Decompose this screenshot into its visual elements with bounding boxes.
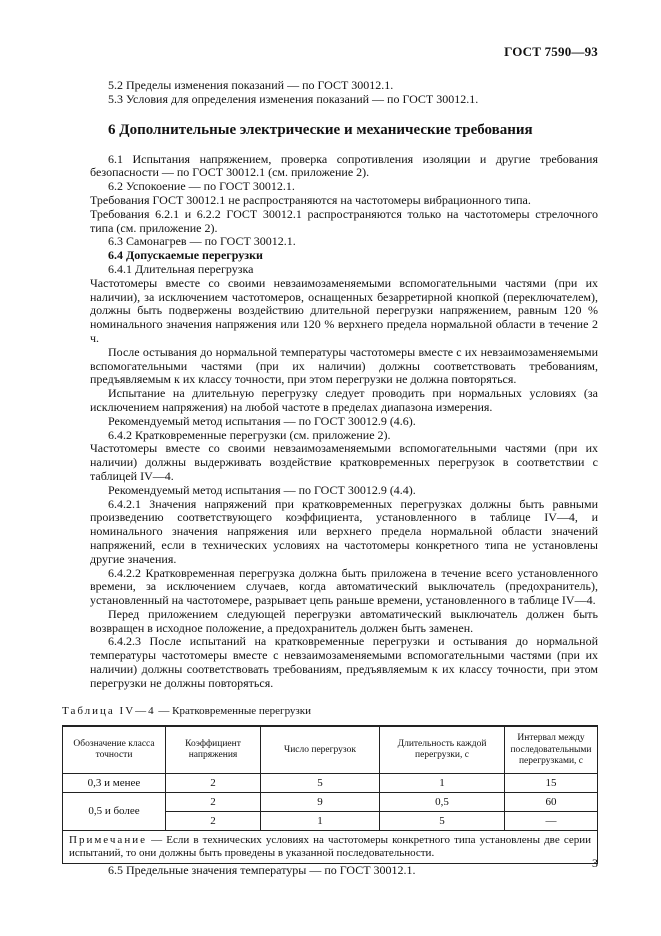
table-cell: 60	[505, 793, 598, 812]
paragraph: Частотомеры вместе со своими невзаимозаменяемыми вспомогательными частями (при их наличии), за исключением частотомеров, оснащенных безарретирной кнопкой (переключателем), должны быть подвержены воздействию длительной перегрузки напряжением, равным 120 % номинального значения напряжения или 120 % верхнего предела нормальной области в течение 2 ч.	[90, 275, 598, 345]
table-row	[63, 793, 598, 812]
paragraph-5-3: 5.3 Условия для определения изменения показаний — по ГОСТ 30012.1.	[108, 91, 479, 106]
table-cell: 1	[261, 812, 380, 831]
overload-table	[62, 725, 598, 864]
paragraph: Требования 6.2.1 и 6.2.2 ГОСТ 30012.1 распространяются только на частотомеры стрелочного типа (см. приложение 2).	[90, 206, 598, 235]
table-cell: 2	[166, 774, 261, 793]
table-header-cell: Коэффициент напряжения	[166, 726, 261, 774]
table-note-label: Примечание	[69, 834, 147, 847]
paragraph: Рекомендуемый метод испытания — по ГОСТ 30012.9 (4.6).	[108, 413, 416, 428]
table-cell: 0,5	[380, 793, 505, 812]
table-caption	[62, 705, 598, 719]
paragraph: 6.4.2.2 Кратковременная перегрузка должна быть приложена в течение всего установленного времени, за исключением случаев, когда автоматический выключатель (предохранитель), установленный на частотомере, разрывает цепь раньше времени, установленного в таблице IV—4.	[90, 565, 598, 608]
section-6-paragraphs	[90, 153, 598, 691]
table-note-row	[63, 831, 598, 864]
paragraph: Перед приложением следующей перегрузки автоматический выключатель должен быть возвращен в исходное положение, а предохранитель должен быть заменен.	[90, 606, 598, 635]
paragraph: Рекомендуемый метод испытания — по ГОСТ 30012.9 (4.4).	[108, 482, 416, 497]
paragraph: Испытание на длительную перегрузку следует проводить при нормальных условиях (за исключением напряжения) на любой частоте в пределах диапазона измерения.	[90, 386, 598, 414]
paragraph: 6.2 Успокоение — по ГОСТ 30012.1.	[108, 179, 295, 194]
paragraph-5-2: 5.2 Пределы изменения показаний — по ГОСТ 30012.1.	[108, 78, 394, 92]
paragraph: 6.4 Допускаемые перегрузки	[108, 248, 263, 263]
paragraph: 6.4.2.3 После испытаний на кратковременные перегрузки и остывания до нормальной температуры частотомеры вместе с невзаимозаменяемыми вспомогательными частями (при их наличии) должны соответствовать требованиям, предъявляемым к их классу точности, при этом перегрузки не должны повторяться.	[90, 634, 598, 690]
table-note-text: — Если в технических условиях на частотомеры конкретного типа установлены две серии испытаний, то они должны быть проведены в указанной последовательности.	[69, 834, 591, 860]
table-header-cell: Число перегрузок	[261, 726, 380, 774]
document-body	[62, 78, 598, 878]
table-note	[63, 831, 598, 864]
paragraph: 6.4.2 Кратковременные перегрузки (см. приложение 2).	[108, 427, 391, 442]
table-header-cell: Обозначение класса точности	[63, 726, 166, 774]
table-header-cell: Длительность каждой перегрузки, с	[380, 726, 505, 774]
table-cell: 9	[261, 793, 380, 812]
paragraph: 6.1 Испытания напряжением, проверка сопротивления изоляции и другие требования безопасности — по ГОСТ 30012.1 (см. приложение 2).	[90, 151, 598, 180]
table-cell: —	[505, 812, 598, 831]
paragraph: После остывания до нормальной температуры частотомеры вместе с их невзаимозаменяемыми вспомогательными частями (при их наличии) должны соответствовать требованиям, предъявляемым к их классу точности, при этом перегрузки не должна повторяться.	[90, 344, 598, 387]
table-cell: 5	[380, 812, 505, 831]
table-header-row	[63, 726, 598, 774]
section-title: 6 Дополнительные электрические и механические требования	[108, 121, 533, 138]
table-cell: 2	[166, 812, 261, 831]
paragraph: Частотомеры вместе со своими невзаимозаменяемыми вспомогательными частями (при их наличии) должны выдерживать воздействие кратковременных перегрузок в соответствии с таблицей IV—4.	[90, 441, 598, 483]
table-cell-class: 0,3 и менее	[63, 774, 166, 793]
document-code-header: ГОСТ 7590—93	[504, 44, 598, 59]
paragraph-6-5: 6.5 Предельные значения температуры — по ГОСТ 30012.1.	[108, 863, 416, 878]
table-cell: 2	[166, 793, 261, 812]
table-row	[63, 774, 598, 793]
paragraph: 6.4.1 Длительная перегрузка	[108, 261, 254, 276]
paragraph: Требования ГОСТ 30012.1 не распространяются на частотомеры вибрационного типа.	[90, 192, 531, 207]
table-cell: 5	[261, 774, 380, 793]
table-header-cell: Интервал между последовательными перегрузками, с	[505, 726, 598, 774]
paragraph: 6.4.2.1 Значения напряжений при кратковременных перегрузках должны быть равными произведению соответствующего коэффициента, установленного в таблице IV—4, и номинального значения напряжения или верхнего предела нормальной области значений напряжений, если в технических условиях на частотомеры конкретного типа не установлены другие значения.	[90, 496, 598, 566]
table-cell: 1	[380, 774, 505, 793]
table-cell: 15	[505, 774, 598, 793]
table-caption-text: — Кратковременные перегрузки	[155, 704, 311, 717]
page-number: 3	[592, 856, 598, 870]
table-caption-label: Таблица IV—4	[62, 704, 156, 717]
paragraph: 6.3 Самонагрев — по ГОСТ 30012.1.	[108, 234, 296, 249]
table-cell-class: 0,5 и более	[63, 793, 166, 831]
